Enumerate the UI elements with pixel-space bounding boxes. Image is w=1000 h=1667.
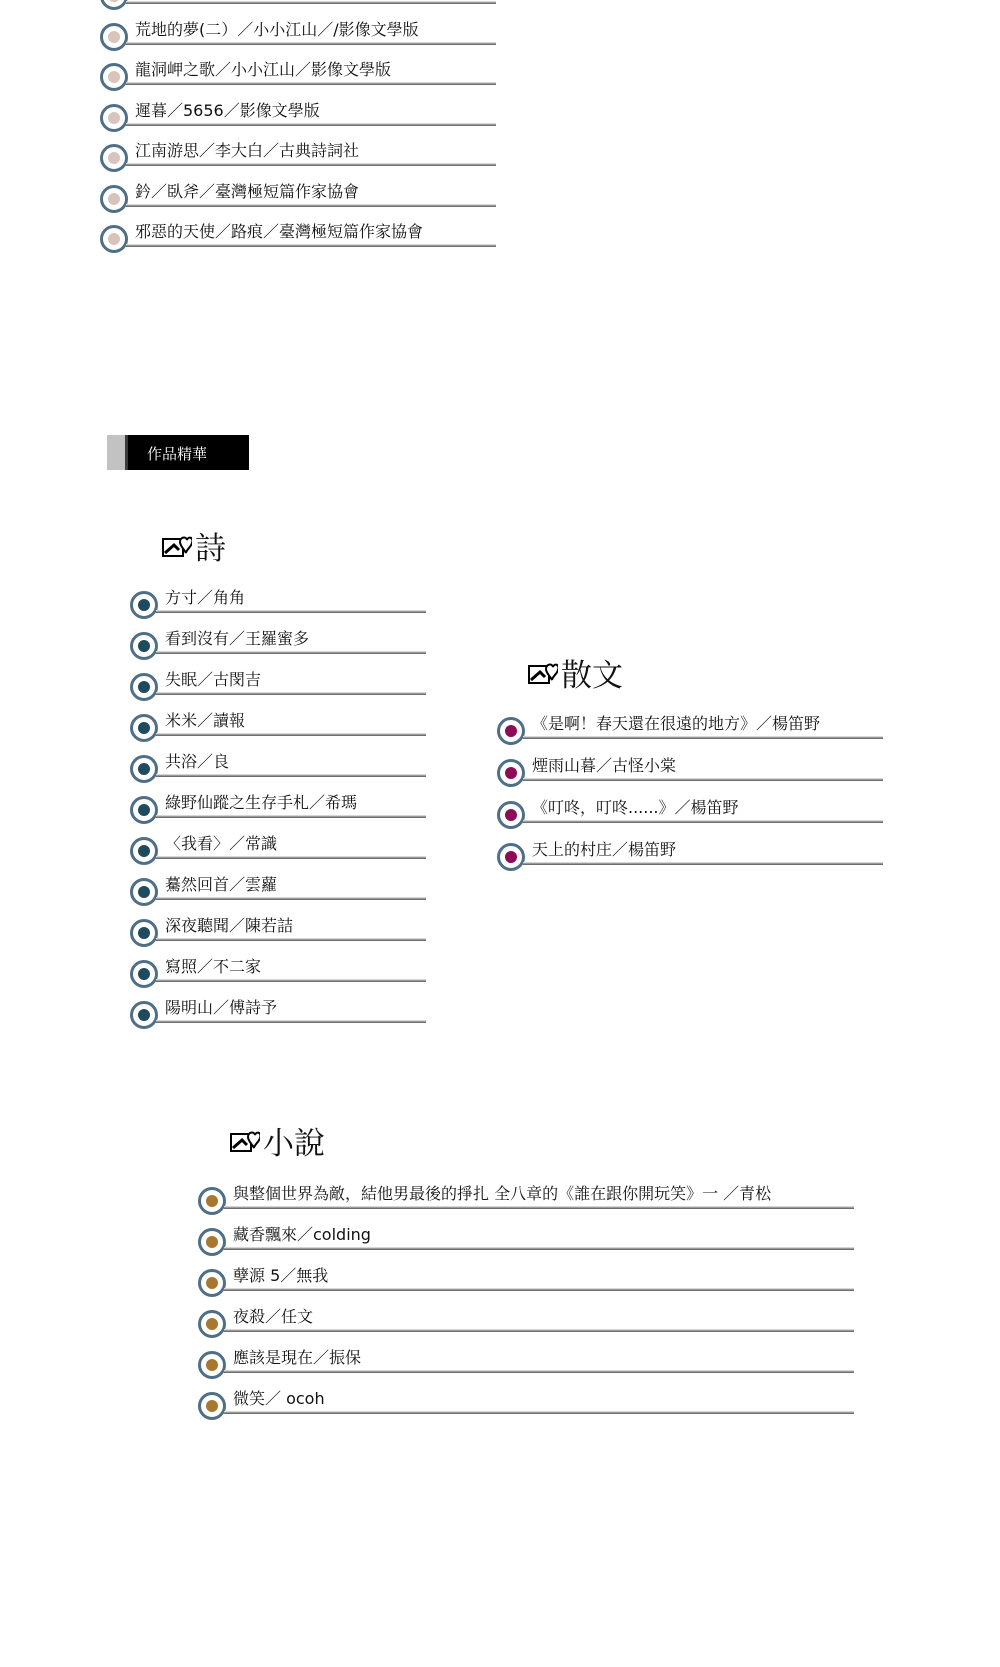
bullet-icon	[497, 759, 525, 787]
bullet-icon	[198, 1392, 226, 1420]
bullet-icon	[100, 185, 128, 213]
item-link[interactable]: 失眠／古閔吉	[165, 670, 262, 689]
underline-rule	[126, 163, 496, 166]
underline-rule	[224, 1370, 854, 1373]
underline-rule	[126, 123, 496, 126]
prose-title: 散文	[561, 658, 623, 694]
bullet-icon	[497, 801, 525, 829]
item-link[interactable]: 陽明山／傅詩予	[165, 998, 278, 1017]
item-link[interactable]: 《叮咚，叮咚......》／楊笛野	[532, 798, 739, 817]
prose-heading	[528, 650, 623, 695]
bullet-icon	[198, 1228, 226, 1256]
novel-title: 小說	[263, 1126, 325, 1162]
item-link[interactable]: 驀然回首／雲蘿	[165, 875, 278, 894]
bullet-icon	[130, 673, 158, 701]
underline-rule	[156, 815, 426, 818]
pen-heart-icon	[162, 533, 192, 559]
bullet-icon	[198, 1269, 226, 1297]
item-link[interactable]: 荒地的夢(二）／小小江山／/影像文學版	[135, 19, 419, 39]
item-link[interactable]: 〈我看〉／常識	[165, 834, 278, 853]
item-link[interactable]: 微笑／ ocoh	[233, 1389, 325, 1408]
underline-rule	[126, 204, 496, 207]
bullet-icon	[100, 225, 128, 253]
bullet-icon	[130, 919, 158, 947]
bullet-icon	[100, 104, 128, 132]
bullet-icon	[100, 23, 128, 51]
bullet-icon	[100, 144, 128, 172]
underline-rule	[156, 733, 426, 736]
pen-heart-icon	[528, 660, 558, 686]
underline-rule	[126, 42, 496, 45]
bullet-icon	[497, 843, 525, 871]
item-link[interactable]: 夜殺／任文	[233, 1307, 314, 1326]
bullet-icon	[198, 1187, 226, 1215]
item-link[interactable]: 方寸／角角	[165, 588, 246, 607]
item-link[interactable]: 煙雨山暮／古怪小棠	[532, 756, 677, 775]
underline-rule	[126, 1, 496, 4]
underline-rule	[156, 856, 426, 859]
item-link[interactable]: 米米／讀報	[165, 711, 246, 730]
bullet-icon	[130, 960, 158, 988]
underline-rule	[224, 1247, 854, 1250]
item-link[interactable]: 共浴／良	[165, 752, 230, 771]
bullet-icon	[130, 1001, 158, 1029]
item-link[interactable]: 《是啊！春天還在很遠的地方》／楊笛野	[532, 714, 821, 733]
bullet-icon	[198, 1310, 226, 1338]
underline-rule	[126, 82, 496, 85]
bullet-icon	[497, 717, 525, 745]
item-link[interactable]: 天上的村庄／楊笛野	[532, 840, 677, 859]
bullet-icon	[130, 755, 158, 783]
item-link[interactable]: 遲暮／5656／影像文學版	[135, 100, 320, 120]
bullet-icon	[198, 1351, 226, 1379]
item-link[interactable]: 應該是現在／振保	[233, 1348, 362, 1367]
poem-heading	[162, 523, 226, 568]
item-link[interactable]: 與整個世界為敵，結他男最後的掙扎 全八章的《誰在跟你開玩笑》一 ／青松	[233, 1184, 772, 1203]
poem-title: 詩	[195, 531, 226, 567]
item-link[interactable]: 鈐／臥斧／臺灣極短篇作家協會	[135, 181, 360, 201]
underline-rule	[156, 1020, 426, 1023]
bullet-icon	[130, 714, 158, 742]
item-link[interactable]: 綠野仙蹤之生存手札／希瑪	[165, 793, 358, 812]
bullet-icon	[100, 0, 128, 10]
item-link[interactable]: 藏香飄來／colding	[233, 1225, 371, 1244]
underline-rule	[156, 979, 426, 982]
underline-rule	[156, 897, 426, 900]
underline-rule	[156, 774, 426, 777]
underline-rule	[224, 1206, 854, 1209]
underline-rule	[523, 862, 883, 865]
underline-rule	[224, 1288, 854, 1291]
item-link[interactable]: 看到沒有／王羅蜜多	[165, 629, 310, 648]
item-link[interactable]: 邪惡的天使／路痕／臺灣極短篇作家協會	[135, 222, 424, 241]
underline-rule	[156, 610, 426, 613]
section-banner	[107, 435, 249, 470]
banner-label: 作品精華	[147, 445, 208, 463]
bullet-icon	[130, 591, 158, 619]
underline-rule	[156, 651, 426, 654]
underline-rule	[156, 692, 426, 695]
bullet-icon	[130, 632, 158, 660]
novel-heading	[230, 1118, 325, 1163]
item-link[interactable]: 孽源 5／無我	[233, 1266, 329, 1285]
underline-rule	[523, 820, 883, 823]
underline-rule	[523, 736, 883, 739]
item-link[interactable]: 深夜聽聞／陳若詰	[165, 916, 294, 935]
bullet-icon	[130, 796, 158, 824]
bullet-icon	[100, 63, 128, 91]
pen-heart-icon	[230, 1128, 260, 1154]
underline-rule	[156, 938, 426, 941]
underline-rule	[224, 1329, 854, 1332]
bullet-icon	[130, 837, 158, 865]
underline-rule	[224, 1411, 854, 1414]
underline-rule	[126, 244, 496, 247]
bullet-icon	[130, 878, 158, 906]
item-link[interactable]: 寫照／不二家	[165, 957, 262, 976]
item-link[interactable]: 龍洞岬之歌／小小江山／影像文學版	[135, 60, 392, 79]
underline-rule	[523, 778, 883, 781]
item-link[interactable]: 江南游思／李大白／古典詩詞社	[135, 141, 360, 160]
